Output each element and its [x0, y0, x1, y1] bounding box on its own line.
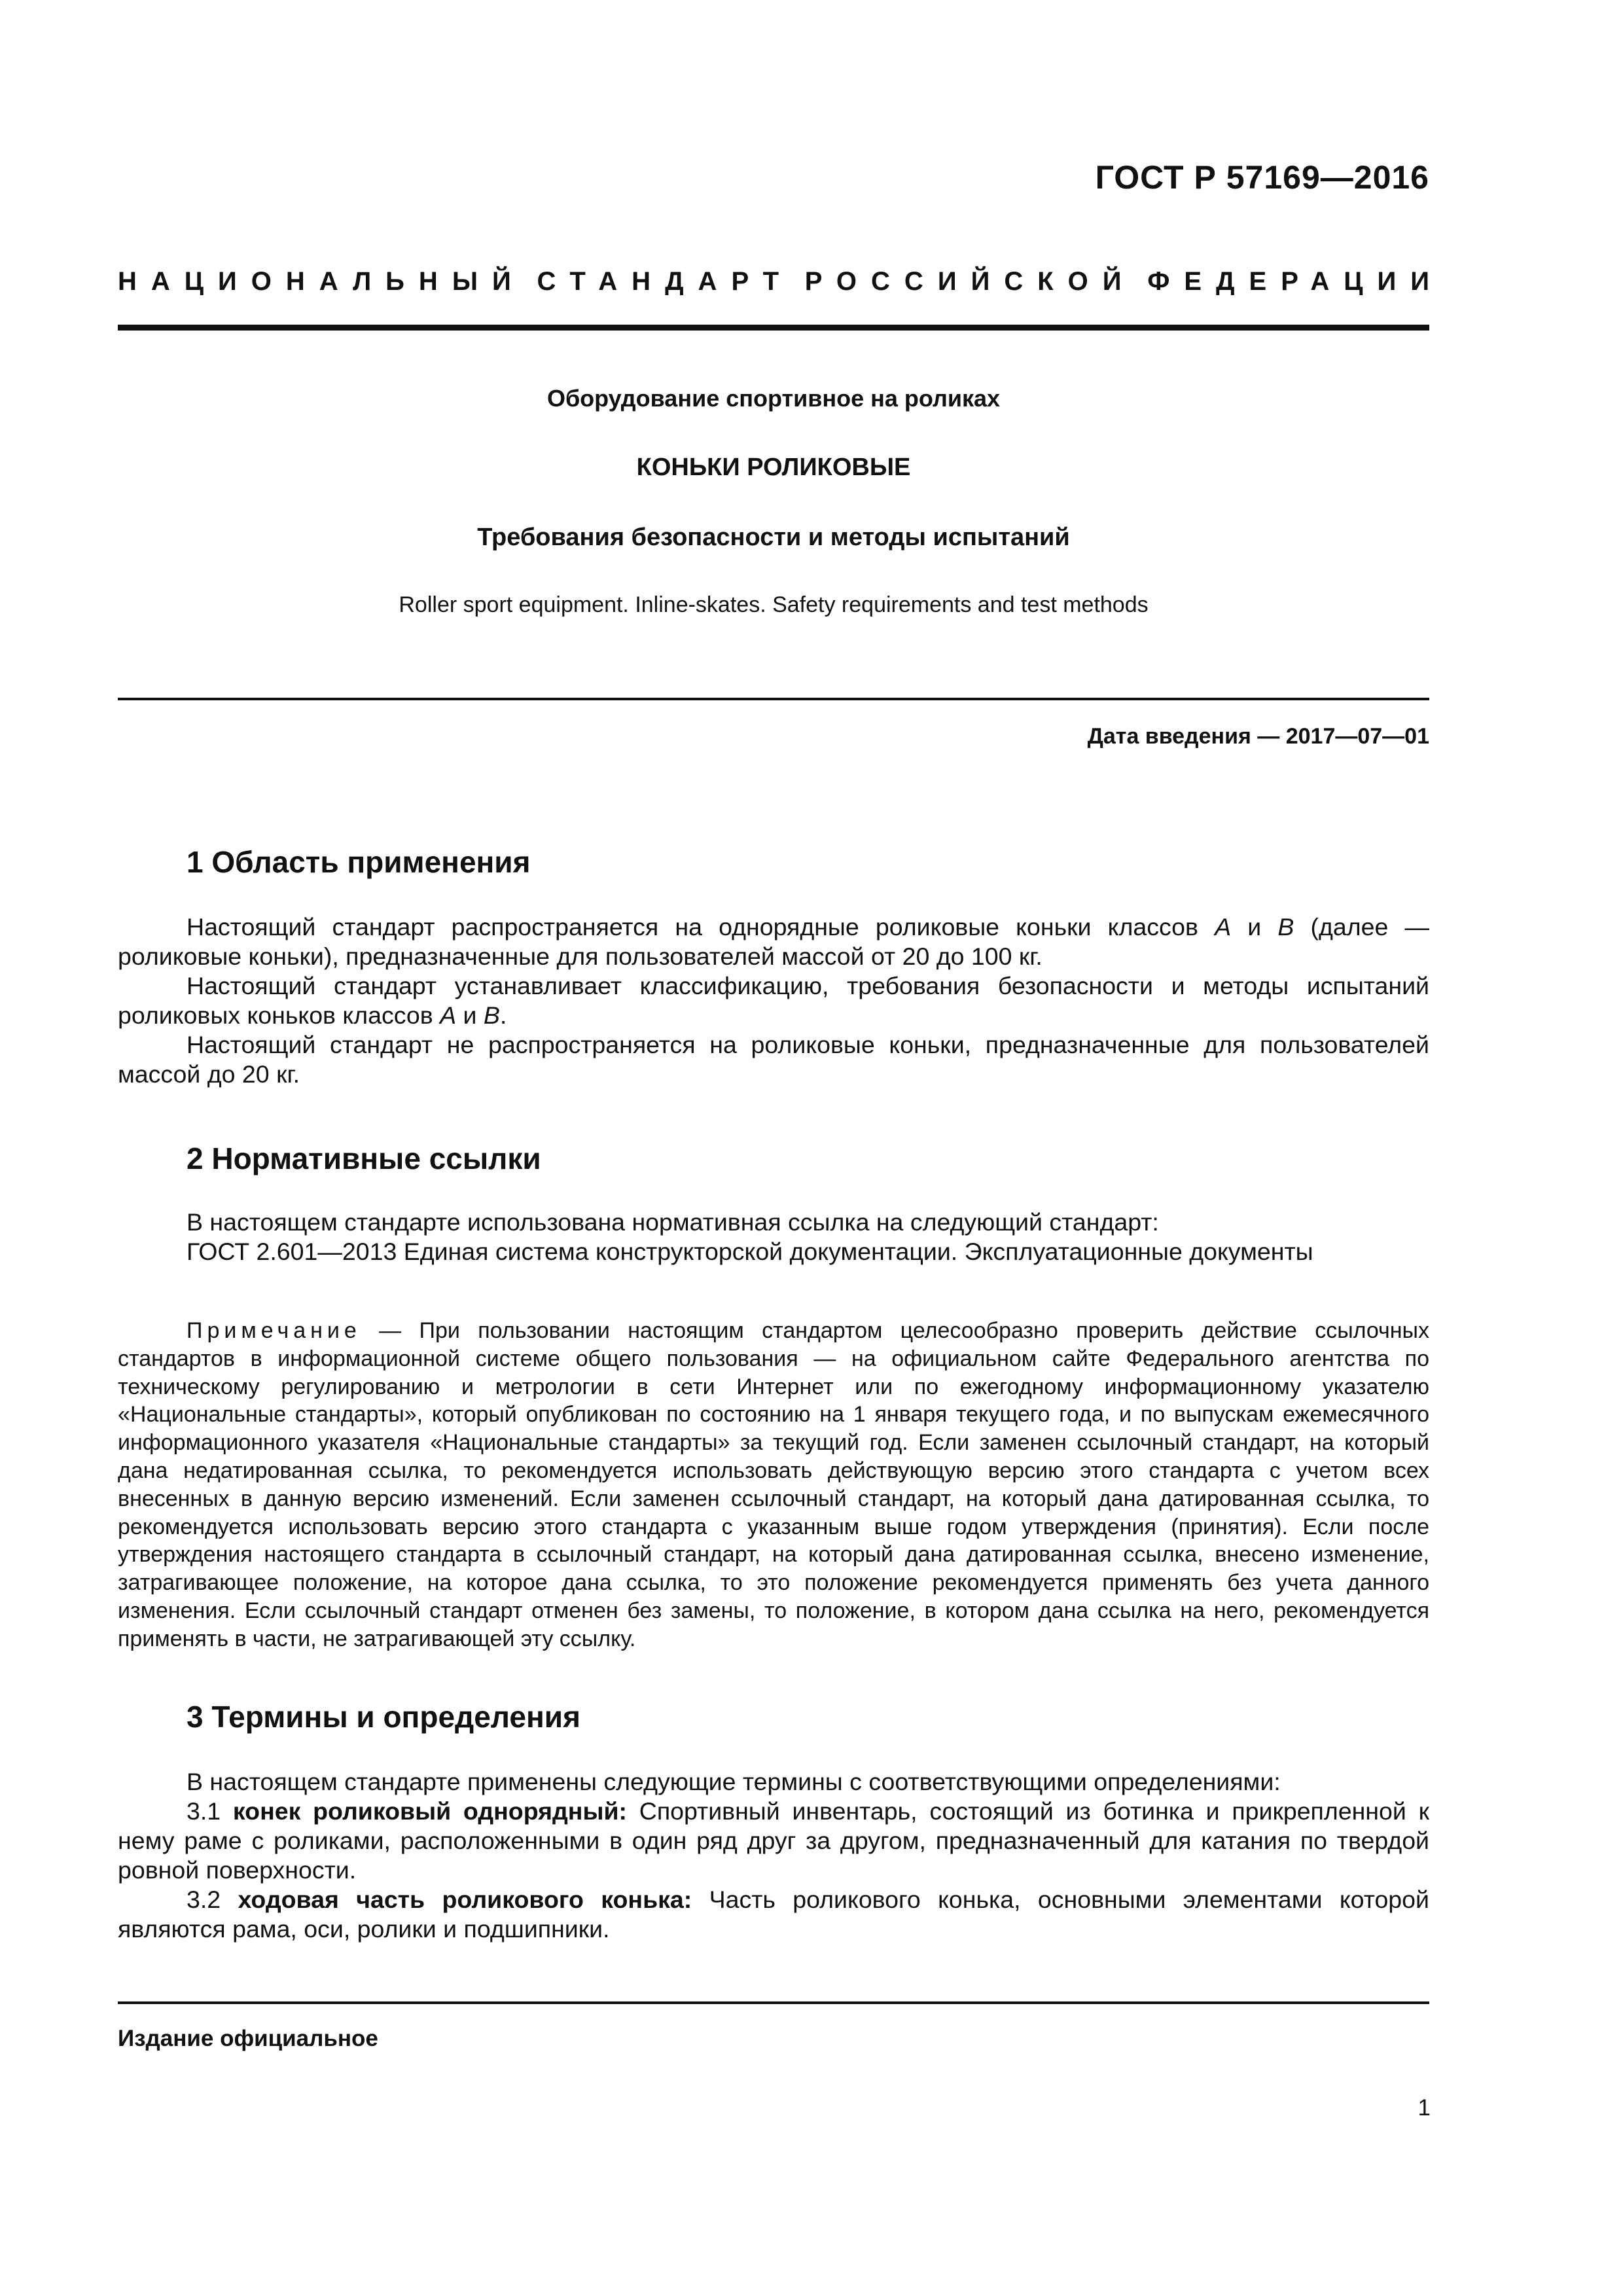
- section-2-paragraph-1: В настоящем стандарте использована нормативная ссылка на следующий стандарт:: [187, 1208, 1159, 1236]
- title-english: Roller sport equipment. Inline-skates. Safety requirements and test methods: [399, 592, 1149, 617]
- section-1-paragraph-1: Настоящий стандарт распространяется на однорядные роликовые коньки классов А и В (далее — роликовые коньки), предназначенные для пользователей массой от 20 до 100 кг.: [118, 913, 1430, 970]
- footer-rule: [118, 2001, 1429, 2004]
- section-2-note: [118, 1317, 1429, 1653]
- term-3-1: 3.1 конек роликовый однорядный: Спортивный инвентарь, состоящий из ботинка и прикрепленной к нему раме с роликами, расположенными в один ряд друг за другом, предназначенный для катания по твердой ровной поверхности.: [118, 1797, 1429, 1884]
- national-standard-heading: [118, 267, 1444, 296]
- intro-date: Дата введения — 2017—07—01: [1087, 724, 1429, 749]
- title-line-1: Оборудование спортивное на роликах: [546, 385, 1001, 412]
- page-number: 1: [1418, 2095, 1431, 2121]
- section-1-title: 1 Область применения: [187, 845, 531, 879]
- header-rule: [118, 325, 1429, 331]
- title-line-2: КОНЬКИ РОЛИКОВЫЕ: [636, 454, 911, 481]
- section-3-paragraph-1: В настоящем стандарте применены следующие термины с соответствующими определениями:: [187, 1768, 1281, 1795]
- section-2-title: 2 Нормативные ссылки: [187, 1141, 541, 1175]
- national-word-4: ФЕДЕРАЦИИ: [1147, 267, 1444, 296]
- note-text: — При пользовании настоящим стандартом целесообразно проверить действие ссылочных стандартов в информационной системе общего пользования — на официальном сайте Федерального агентства по техническому регулированию и метрологии в сети Интернет или по ежегодному информационному указателю «Национальные стандарты», который опубликован по состоянию на 1 января текущего года, и по выпускам ежемесячного информационного указателя «Национальные стандарты» за текущий год. Если заменен ссылочный стандарт, на который дана недатированная ссылка, то рекомендуется использовать действующую версию этого стандарта с учетом всех внесенных в данную версию изменений. Если заменен ссылочный стандарт, на который дана датированная ссылка, то рекомендуется использовать версию этого стандарта с указанным выше годом утверждения (принятия). Если после утверждения настоящего стандарта в ссылочный стандарт, на который дана датированная ссылка, внесено изменение, затрагивающее положение, на которое дана ссылка, то это положение рекомендуется применять без учета данного изменения. Если ссылочный стандарт отменен без замены, то положение, в котором дана ссылка на него, рекомендуется применять в части, не затрагивающей эту ссылку.: [118, 1318, 1429, 1651]
- title-rule: [118, 698, 1429, 700]
- section-1-paragraph-3: Настоящий стандарт не распространяется на роликовые коньки, предназначенные для пользователей массой до 20 кг.: [118, 1031, 1429, 1088]
- term-3-2: 3.2 ходовая часть роликового конька: Часть роликового конька, основными элементами которой являются рама, оси, ролики и подшипники.: [118, 1886, 1429, 1943]
- note-label: Примечание: [187, 1318, 361, 1343]
- section-1-paragraph-2: Настоящий стандарт устанавливает классификацию, требования безопасности и методы испытаний роликовых коньков классов А и В.: [118, 972, 1429, 1029]
- title-line-3: Требования безопасности и методы испытаний: [477, 524, 1070, 551]
- national-word-1: НАЦИОНАЛЬНЫЙ: [118, 267, 526, 296]
- section-2-reference: ГОСТ 2.601—2013 Единая система конструкторской документации. Эксплуатационные документы: [187, 1238, 1313, 1265]
- national-word-3: РОССИЙСКОЙ: [804, 267, 1136, 296]
- edition-label: Издание официальное: [118, 2026, 378, 2051]
- national-word-2: СТАНДАРТ: [537, 267, 794, 296]
- section-3-title: 3 Термины и определения: [187, 1700, 580, 1734]
- gost-code: ГОСТ Р 57169—2016: [1095, 159, 1429, 196]
